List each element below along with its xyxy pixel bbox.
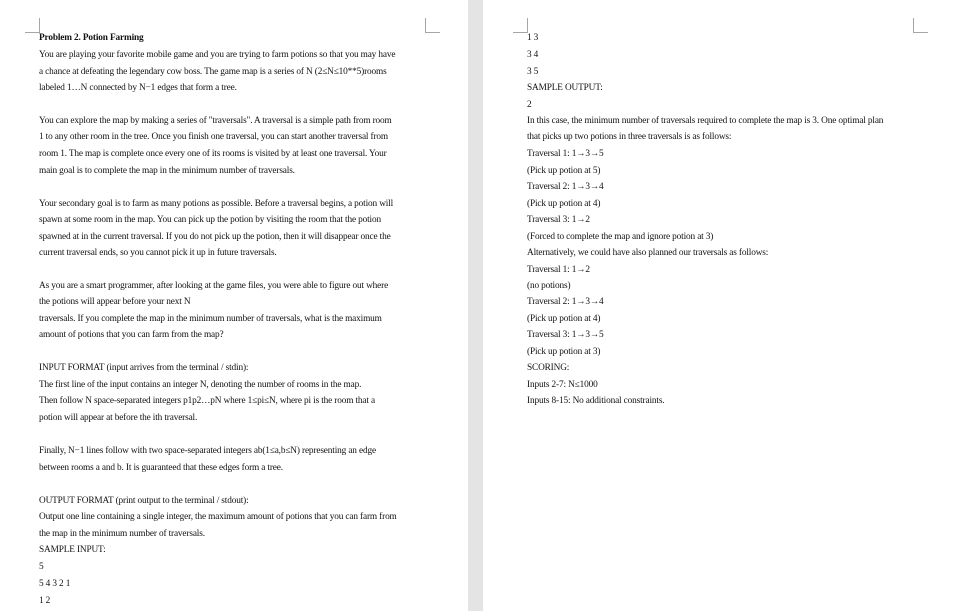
sample-output-value: 2 xyxy=(527,100,532,110)
document-page-left xyxy=(0,0,468,611)
problem-title: Problem 2. Potion Farming xyxy=(39,33,144,43)
plan-b-line: Traversal 2: 1→3→4 xyxy=(527,297,604,307)
plan-a-line: (Pick up potion at 4) xyxy=(527,199,601,209)
alternative-intro: Alternatively, we could have also planned our traversals as follows: xyxy=(527,248,769,258)
traversal-paragraph-line: 1 to any other room in the tree. Once you finish one traversal, you can start another traversal from xyxy=(39,132,389,142)
explanation-line: In this case, the minimum number of traversals required to complete the map is 3. One optimal plan xyxy=(527,116,884,126)
secondary-goal-line: current traversal ends, so you cannot pick it up in future traversals. xyxy=(39,248,277,258)
scoring-heading: SCORING: xyxy=(527,363,570,373)
crop-mark-top-right xyxy=(913,18,928,33)
input-format-line: Then follow N space-separated integers p1p2…pN where 1≤pi≤N, where pi is the room that a xyxy=(39,396,375,406)
sample-output-heading: SAMPLE OUTPUT: xyxy=(527,83,603,93)
plan-a-line: Traversal 1: 1→3→5 xyxy=(527,149,604,159)
plan-b-line: (Pick up potion at 3) xyxy=(527,347,601,357)
sample-input-heading: SAMPLE INPUT: xyxy=(39,545,106,555)
secondary-goal-line: Your secondary goal is to farm as many potions as possible. Before a traversal begins, a potion will xyxy=(39,199,394,209)
sample-input-line: 1 3 xyxy=(527,33,539,43)
traversal-paragraph-line: You can explore the map by making a series of "traversals". A traversal is a simple path from room xyxy=(39,116,392,126)
crop-mark-top-right xyxy=(425,18,440,33)
plan-b-line: (Pick up potion at 4) xyxy=(527,314,601,324)
plan-a-line: Traversal 2: 1→3→4 xyxy=(527,182,604,192)
input-format-line: The first line of the input contains an integer N, denoting the number of rooms in the map. xyxy=(39,380,362,390)
sample-input-line: 3 4 xyxy=(527,50,539,60)
crop-mark-top-left xyxy=(25,18,40,33)
plan-a-line: (Pick up potion at 5) xyxy=(527,166,601,176)
document-page-right xyxy=(483,0,958,611)
secondary-goal-line: spawned at in the current traversal. If you do not pick up the potion, then it will disappear once the xyxy=(39,232,391,242)
crop-mark-top-left xyxy=(513,18,528,33)
plan-a-line: Traversal 3: 1→2 xyxy=(527,215,590,225)
traversal-paragraph-line: main goal is to complete the map in the minimum number of traversals. xyxy=(39,166,295,176)
input-format-heading: INPUT FORMAT (input arrives from the terminal / stdin): xyxy=(39,363,249,373)
input-format-line: potion will appear at before the ith traversal. xyxy=(39,413,198,423)
output-format-line: Output one line containing a single integer, the maximum amount of potions that you can farm from xyxy=(39,512,397,522)
programmer-paragraph-line: the potions will appear before your next N xyxy=(39,297,191,307)
edges-paragraph-line: Finally, N−1 lines follow with two space-separated integers ab(1≤a,b≤N) representing an edge xyxy=(39,446,376,456)
scoring-line: Inputs 2-7: N≤1000 xyxy=(527,380,598,390)
plan-b-line: Traversal 3: 1→3→5 xyxy=(527,330,604,340)
plan-b-line: Traversal 1: 1→2 xyxy=(527,265,590,275)
secondary-goal-line: spawn at some room in the map. You can pick up the potion by visiting the room that the potion xyxy=(39,215,381,225)
programmer-paragraph-line: traversals. If you complete the map in the minimum number of traversals, what is the maximum xyxy=(39,314,382,324)
intro-line: a chance at defeating the legendary cow boss. The game map is a series of N (2≤N≤10**5)rooms xyxy=(39,67,387,77)
intro-line: labeled 1…N connected by N−1 edges that form a tree. xyxy=(39,83,237,93)
edges-paragraph-line: between rooms a and b. It is guaranteed that these edges form a tree. xyxy=(39,463,283,473)
plan-b-line: (no potions) xyxy=(527,281,571,291)
programmer-paragraph-line: As you are a smart programmer, after looking at the game files, you were able to figure out where xyxy=(39,281,389,291)
sample-input-line: 5 4 3 2 1 xyxy=(39,579,71,589)
programmer-paragraph-line: amount of potions that you can farm from the map? xyxy=(39,330,224,340)
traversal-paragraph-line: room 1. The map is complete once every one of its rooms is visited by at least one traversal. Your xyxy=(39,149,387,159)
output-format-line: the map in the minimum number of traversals. xyxy=(39,529,205,539)
explanation-line: that picks up two potions in three traversals is as follows: xyxy=(527,132,732,142)
scoring-line: Inputs 8-15: No additional constraints. xyxy=(527,396,665,406)
sample-input-line: 3 5 xyxy=(527,67,539,77)
output-format-heading: OUTPUT FORMAT (print output to the terminal / stdout): xyxy=(39,496,249,506)
sample-input-line: 5 xyxy=(39,562,44,572)
intro-line: You are playing your favorite mobile game and you are trying to farm potions so that you may have xyxy=(39,50,396,60)
sample-input-line: 1 2 xyxy=(39,596,51,606)
plan-a-line: (Forced to complete the map and ignore potion at 3) xyxy=(527,232,714,242)
